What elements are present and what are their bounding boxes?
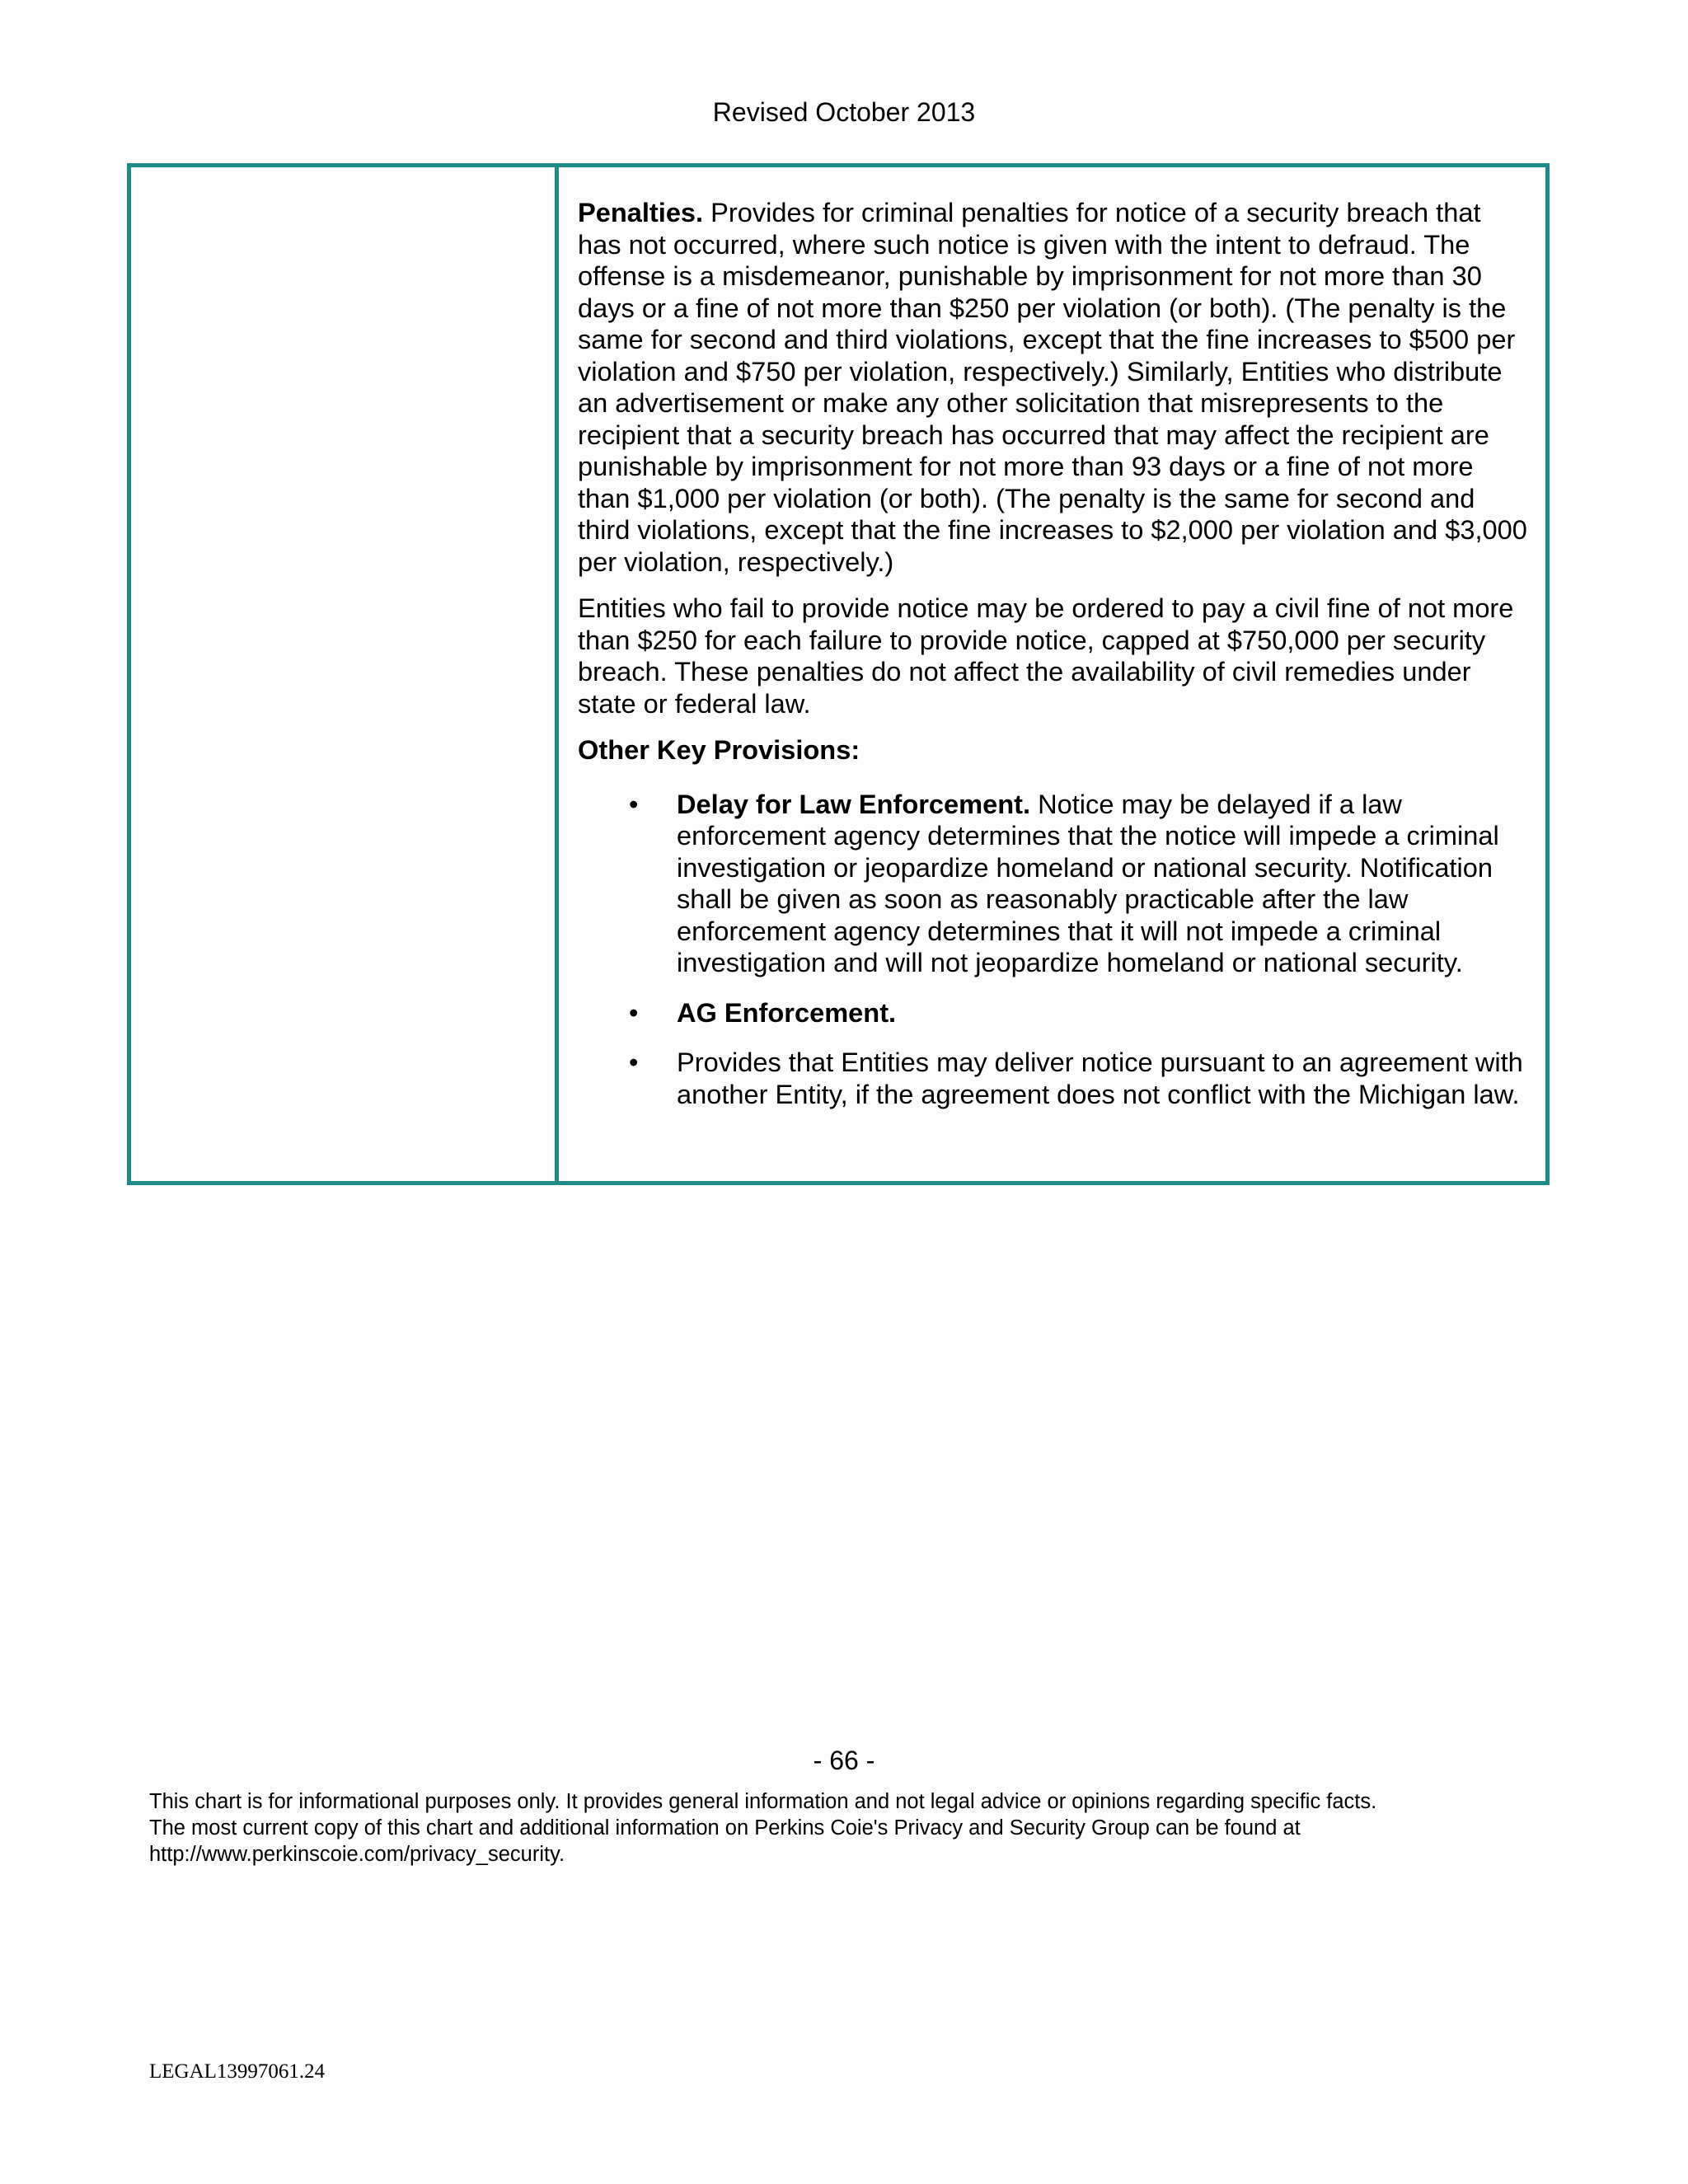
footer-line: The most current copy of this chart and additional information on Perkins Coie's Privacy and Security Group can be found at [149,1816,1301,1840]
list-item [578,789,1527,979]
penalties-text: Provides for criminal penalties for notice of a security breach that has not occurred, where such notice is given with the intent to defraud. The offense is a misdemeanor, punishable by imprisonment for not more than 30 days or a fine of not more than $250 per violation (or both). (The penalty is the same for second and third violations, except that the fine increases to $500 per violation and $750 per violation, respectively.) Similarly, Entities who distribute an advertisement or make any other solicitation that misrepresents to the recipient that a security breach has occurred that may affect the recipient are punishable by imprisonment for not more than 93 days or a fine of not more than $1,000 per violation (or both). (The penalty is the same for second and third violations, except that the fine increases to $2,000 per violation and $3,000 per violation, respectively.) [578,197,1527,577]
penalties-label: Penalties. [578,197,704,227]
list-item [578,1047,1527,1110]
bullet-icon: • [629,996,639,1028]
delay-label: Delay for Law Enforcement. [677,788,1031,819]
footer-line: This chart is for informational purposes only. It provides general information and not legal advice or opinions regarding specific facts. [149,1790,1377,1813]
list-item [578,997,1527,1029]
delay-text: Notice may be delayed if a law enforcement agency determines that the notice will impede a criminal investigation or jeopardize homeland or national security. Notification shall be given as soon as reasonably practicable after the law enforcement agency determines that it will not impede a criminal investigation and will not jeopardize homeland or national security. [677,788,1499,977]
provisions-list [578,789,1527,1111]
provisions-column-cell [559,167,1545,1181]
bullet-icon: • [629,1047,639,1077]
footer-link[interactable]: http://www.perkinscoie.com/privacy_security. [149,1843,565,1866]
state-column-cell [131,167,559,1181]
civil-fine-paragraph: Entities who fail to provide notice may be ordered to pay a civil fine of not more than $250 for each failure to provide notice, capped at $750,000 per security breach. These penalties do not affect the availability of civil remedies under state or federal law. [578,593,1514,719]
document-id: LEGAL13997061.24 [149,2060,326,2083]
agreement-text: Provides that Entities may deliver notice pursuant to an agreement with another Entity, if the agreement does not conflict with the Michigan law. [677,1047,1523,1109]
ag-enforcement-label: AG Enforcement. [677,996,897,1028]
revision-header: Revised October 2013 [712,97,976,127]
footer-disclaimer [149,1788,1600,1868]
other-provisions-heading: Other Key Provisions: [578,734,860,765]
page-number: - 66 - [813,1746,875,1775]
bullet-icon: • [629,788,639,819]
state-law-table [127,163,1550,1185]
penalties-paragraph [578,197,1527,578]
